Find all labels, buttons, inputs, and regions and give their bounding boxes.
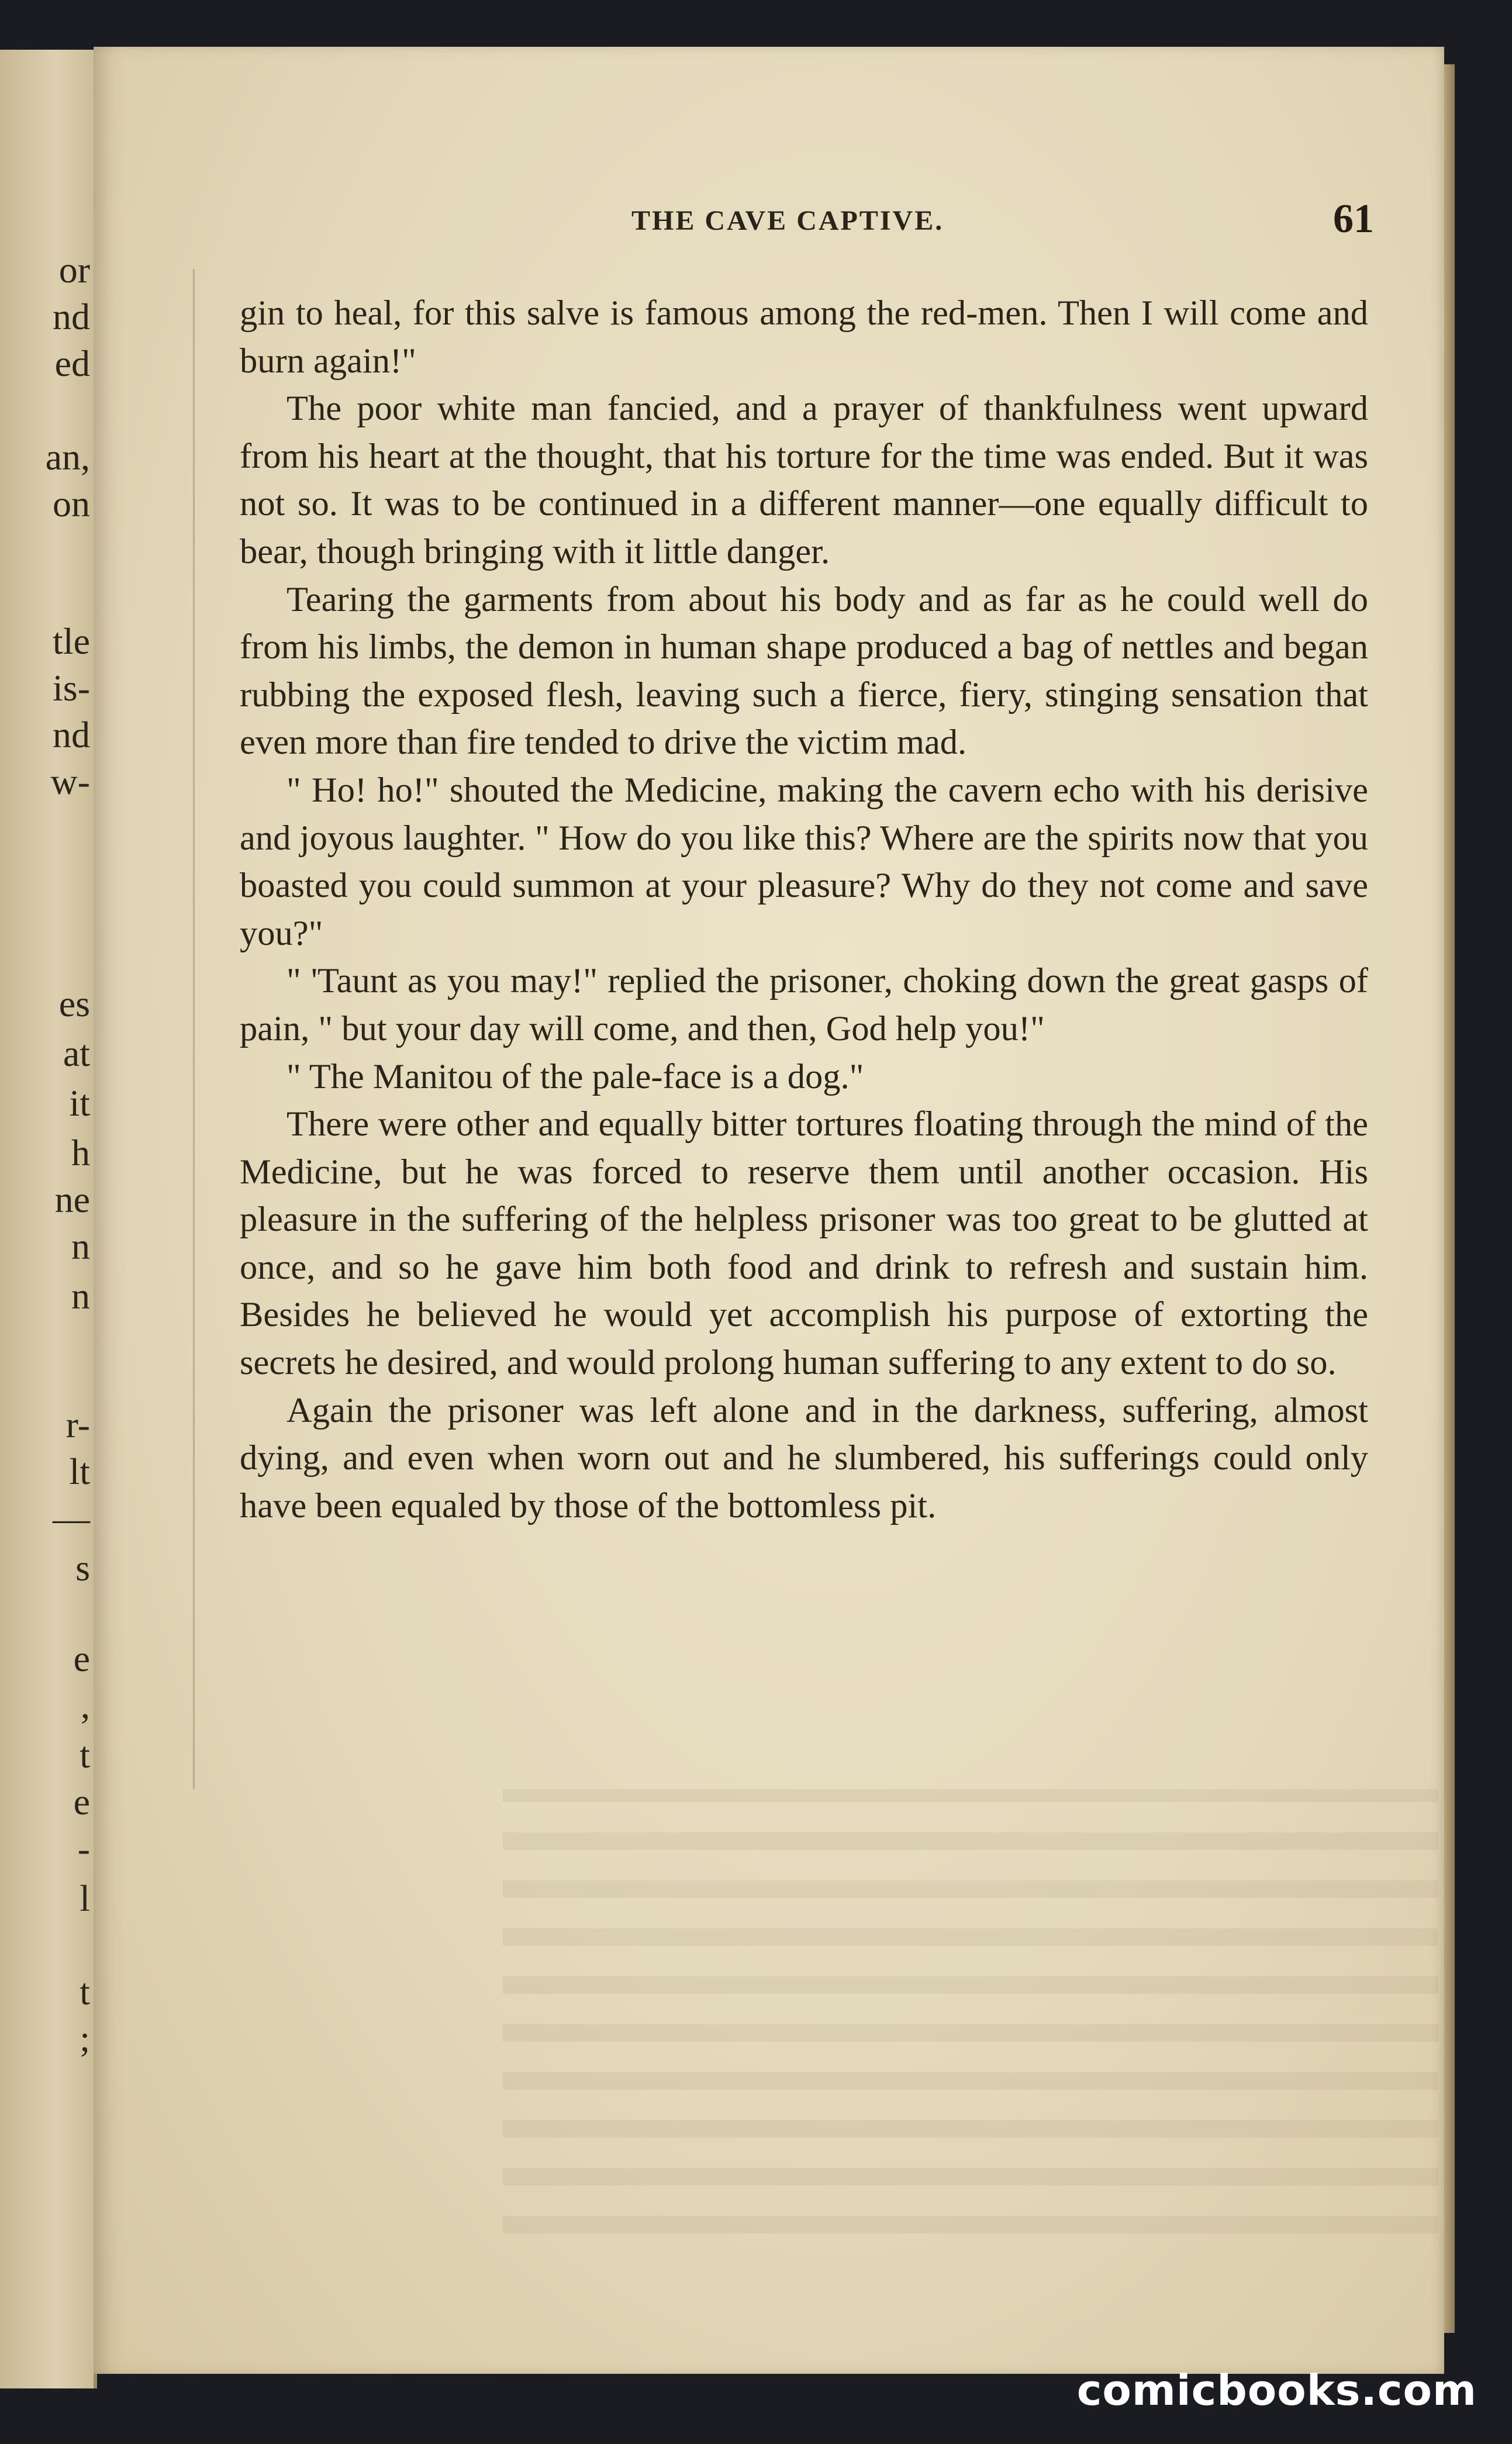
left-page-fragment: lt [69,1451,90,1492]
left-page-fragment: - [77,1828,90,1869]
left-page-fragment: or [58,249,90,291]
left-page-fragment: t [80,1734,90,1776]
left-page-fragment: on [53,483,90,524]
left-page-fragment: ne [54,1179,90,1220]
watermark: comicbooks.com [1076,2366,1477,2415]
left-page-fragment: ed [54,343,90,384]
left-page-fragment: t [80,1971,90,2012]
left-page-fragment: n [71,1275,90,1317]
book-page [94,47,1444,2374]
paragraph: " The Manitou of the pale-face is a dog." [286,1057,864,1096]
left-page-fragment: e [73,1638,90,1679]
show-through-text [503,1789,1438,2234]
left-page-fragment: h [71,1132,90,1173]
paragraph: gin to heal, for this salve is famous among the red-men. Then I will come and burn again!" [240,294,1368,381]
left-page-fragment: at [63,1033,90,1074]
running-header: THE CAVE CAPTIVE. [631,205,944,236]
left-page-fragment: es [58,983,90,1024]
left-page-fragment: nd [53,296,90,337]
page-stack-edge [1444,64,1455,2333]
left-page-fragment: — [53,1497,90,1539]
left-page-fragment: r- [65,1404,90,1445]
page-number: 61 [1333,196,1374,241]
left-page-edge [0,50,97,2388]
left-page-fragment: tle [53,620,90,662]
left-page-fragment: s [75,1547,90,1589]
left-page-fragment: an, [45,436,90,478]
page-crease [193,269,195,1789]
paragraph: " 'Taunt as you may!" replied the prisoner, choking down the great gasps of pain, " but your day will come, and then, God help you!" [240,961,1368,1048]
left-page-fragment: nd [53,714,90,755]
left-page-fragment: n [71,1226,90,1267]
left-page-fragment: l [80,1877,90,1919]
body-text [240,289,1368,1530]
left-page-fragment: it [69,1082,90,1124]
paragraph: There were other and equally bitter tortures floating through the mind of the Medicine, but he was forced to reserve them until another occasion. His pleasure in the suffering of the helpless prisoner was too great to be glutted at once, and so he gave him both food and drink to refresh and sustain him. Besides he believed he would yet accomplish his purpose of extorting the secrets he desired, and would prolong human suffering to any extent to do so. [240,1104,1368,1383]
left-page-fragment: ; [80,2018,90,2059]
paragraph: The poor white man fancied, and a prayer of thankfulness went upward from his heart at the thought, that his torture for the time was ended. But it was not so. It was to be continued in a different manner—one equally difficult to bear, though bringing with it little danger. [240,389,1368,571]
left-page-fragment: e [73,1781,90,1822]
left-page-fragment: , [81,1684,90,1726]
left-page-fragment: is- [53,667,90,709]
left-page-fragment: w- [50,761,90,802]
paragraph: Again the prisoner was left alone and in the darkness, suffering, almost dying, and even when worn out and he slumbered, his sufferings could only have been equaled by those of the bottomless pit. [240,1390,1368,1525]
paragraph: Tearing the garments from about his body and as far as he could well do from his limbs, the demon in human shape produced a bag of nettles and began rubbing the exposed flesh, leaving such a fierce, fiery, stinging sensation that even more than fire tended to drive the victim mad. [240,579,1368,762]
paragraph: " Ho! ho!" shouted the Medicine, making the cavern echo with his derisive and joyous laughter. " How do you like this? Where are the spirits now that you boasted you could summon at your pleasure? Why do they not come and save you?" [240,770,1368,953]
